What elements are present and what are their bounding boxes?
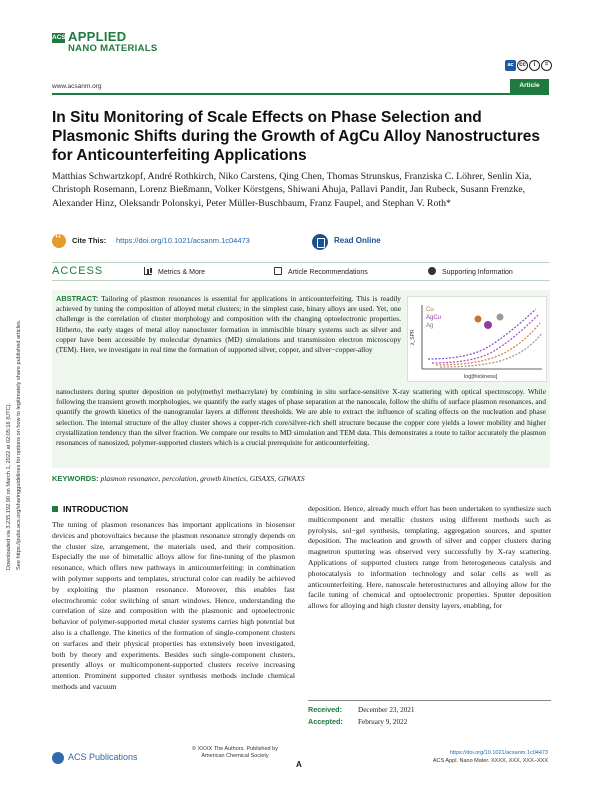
ac-icon[interactable]: ac <box>505 60 516 71</box>
intro-right-column <box>308 504 551 612</box>
toc-ag-particle <box>497 314 504 321</box>
read-online-icon <box>312 234 328 250</box>
cite-row <box>52 232 552 252</box>
download-note <box>4 210 34 570</box>
accepted-date: February 9, 2022 <box>358 718 408 726</box>
journal-name-line2: NANO MATERIALS <box>68 43 158 54</box>
toc-xlabel: log[thickness] <box>464 374 498 380</box>
intro-left-column <box>52 504 295 693</box>
by-icon[interactable]: i <box>529 60 540 71</box>
article-title: In Situ Monitoring of Scale Effects on Phase Selection and Plasmonic Shifts during the Growth of AgCu Alloy Nanostructures for Anticounterfeiting Applications <box>52 109 540 164</box>
metrics-link[interactable] <box>144 267 205 276</box>
download-note-line2: See https://pubs.acs.org/sharingguidelines for options on how to legitimately share published articles. <box>16 319 22 570</box>
footer-doi <box>398 750 548 765</box>
journal-name-line1: APPLIED <box>68 29 127 44</box>
supporting-info-link[interactable] <box>428 267 513 276</box>
header-divider <box>52 93 549 95</box>
keywords-value: plasmon resonance, percolation, growth kinetics, GISAXS, GIWAXS <box>100 474 305 483</box>
read-online-button[interactable] <box>312 232 422 252</box>
toc-plot <box>408 297 546 381</box>
read-online-label: Read Online <box>334 236 381 245</box>
license-icons <box>505 60 551 72</box>
keywords-label: KEYWORDS: <box>52 474 99 483</box>
toc-legend-ag: Ag <box>426 323 434 329</box>
recommendations-label: Article Recommendations <box>288 269 368 276</box>
page-number: A <box>296 760 302 769</box>
received-row <box>308 704 551 716</box>
publisher-name: ACS Publications <box>68 752 138 762</box>
metrics-label: Metrics & More <box>158 269 206 276</box>
received-label: Received: <box>308 705 342 714</box>
article-type-tag: Article <box>510 79 549 93</box>
metrics-icon <box>144 267 152 275</box>
abstract-box <box>52 290 550 468</box>
journal-url[interactable]: www.acsanm.org <box>52 83 102 90</box>
received-date: December 23, 2021 <box>358 706 415 714</box>
footer-doi-link[interactable]: https://doi.org/10.1021/acsanm.1c04473 <box>449 750 548 756</box>
acs-logo-icon <box>52 752 64 764</box>
cite-label: Cite This: <box>72 236 107 245</box>
abstract-text-1: Tailoring of plasmon resonances is essential for applications in anticounterfeiting. This is readily achieved by tuning the composition of alloyed metal clusters; in the simplest case, binary alloys are used. Yet, one challenge is the correlation of cluster morphology and composition with the changing optoelectronic properties. Hitherto, the early stages of metal alloy nanocluster formation in immiscible binary systems such as silver and copper have been accessible by molecular dynamics (MD) simulations and transmission electron microscopy (TEM). Here, we investigate in real time the formation of supported silver, copper, and silver−copper-alloy <box>56 294 402 355</box>
access-label: ACCESS <box>52 265 104 277</box>
toc-legend-agcu: AgCu <box>426 315 442 321</box>
toc-legend-cu: Cu <box>426 307 434 313</box>
supporting-info-label: Supporting Information <box>442 269 513 276</box>
toc-ylabel: λ_SPR <box>410 329 416 345</box>
toc-graphic <box>407 296 547 382</box>
supporting-info-icon <box>428 267 436 275</box>
copyright-notice: © XXXX The Authors. Published by American Chemical Society <box>192 746 278 759</box>
footer-citation: ACS Appl. Nano Mater. XXXX, XXX, XXX−XXX <box>432 757 548 764</box>
acs-publications-logo[interactable] <box>52 750 142 766</box>
abstract-part1 <box>56 294 401 355</box>
abstract-heading: ABSTRACT: <box>56 294 99 303</box>
abstract-text-2: nanoclusters during sputter deposition on poly(methyl methacrylate) by combining in situ surface-sensitive X-ray scattering with optical spectroscopy. While following the transient growth morphologies, we quantify the early stages of phase separation at the nanoscale, follow the shifts of surface plasmon resonances, and quantify the growth kinetics of the nanogranular layers at different thresholds. We are able to extract the influence of scaling effects on the nucleation and phase selection. The internal structure of the alloy cluster shows a copper-rich core/silver-rich shell structure because the copper core yields a lower mobility and higher crystallization tendency than the silver fraction. We compare our results to MD simulation and TEM data. This demonstrates a route to tailor accurately the plasmon resonances of nanosized, polymer-supported clusters which is a crucial prerequisite for anticounterfeiting. <box>56 387 546 448</box>
quote-icon <box>52 234 66 248</box>
journal-logo[interactable] <box>52 24 212 54</box>
download-note-line1: Downloaded via 3.235.192.90 on March 1, 2022 at 02:05:16 (UTC). <box>6 403 12 570</box>
toc-agcu-particle <box>484 321 492 329</box>
access-bar <box>52 262 550 281</box>
keywords <box>52 474 550 483</box>
cc-icon[interactable]: cc <box>517 60 528 71</box>
intro-heading: INTRODUCTION <box>52 504 295 514</box>
doi-link[interactable]: https://doi.org/10.1021/acsanm.1c04473 <box>116 236 250 245</box>
nd-icon[interactable]: = <box>541 60 552 71</box>
author-list: Matthias Schwartzkopf, André Rothkirch, Niko Carstens, Qing Chen, Thomas Strunskus, Franziska C. Löhrer, Senlin Xia, Christoph Rosemann, Lorenz Bießmann, Volker Körstgens, Shiwani Ahuja, Pallavi Pandit, Jan Rubeck, Susann Frenzke, Alexander Hinz, Oleksandr Polonskyi, Peter Müller-Buschbaum, Franz Faupel, and Stephan V. Roth* <box>52 171 532 209</box>
intro-text-right: deposition. Hence, already much effort has been undertaken to synthesize such multicomponent and metallic clusters using different methods such as pyrolysis, sol−gel synthesis, templating, aggregation sources, and sputter deposition. The nucleation and growth of silver and copper clusters during magnetron sputtering was observed very successfully by X-ray scattering. Applications of supported clusters range from heterogeneous catalysis and photocatalysis to information technology and solar cells as well as anticounterfeiting. Here, nanoscale heterostructures and alloying allow for the facile tuning of chemical and optoelectronic properties. Sputter deposition allows for alloying and high cluster density layers, enabling, for <box>308 504 551 611</box>
acs-badge-text: ACS <box>52 34 66 41</box>
accepted-row <box>308 716 551 728</box>
recommendations-icon <box>274 267 282 275</box>
article-dates <box>308 700 551 728</box>
recommendations-link[interactable] <box>274 267 368 276</box>
toc-cu-particle <box>475 316 482 323</box>
section-marker <box>52 506 58 512</box>
accepted-label: Accepted: <box>308 717 343 726</box>
intro-text-left: The tuning of plasmon resonances has important applications in biosensor devices and photovoltaics because the plasmon resonance strongly depends on the cluster size, arrangement, the materials used, and their composition. Especially the use of bimetallic alloys allow for fine-tuning of the plasmon resonance, which offers new pathways in anticounterfeiting: in combination with polymer supports and templates, structural color can readily be achieved by exploiting the plasmon resonance. Moreover, this enables fast electrochromic color switching of smart windows. Hence, understanding the correlation of size and composition with the plasmonic and optoelectronic behavior of polymer-supported metal cluster systems carries high potential but also is a challenge. The kinetics of the formation of single-component clusters on surfaces and their physical properties has extensively been investigated, both by theory and experiments. Besides such single-component clusters, presently alloys or multicomponent-supported clusters receive increasing attention. Prominent supported cluster synthesis methods include chemical methods and vacuum <box>52 520 295 691</box>
